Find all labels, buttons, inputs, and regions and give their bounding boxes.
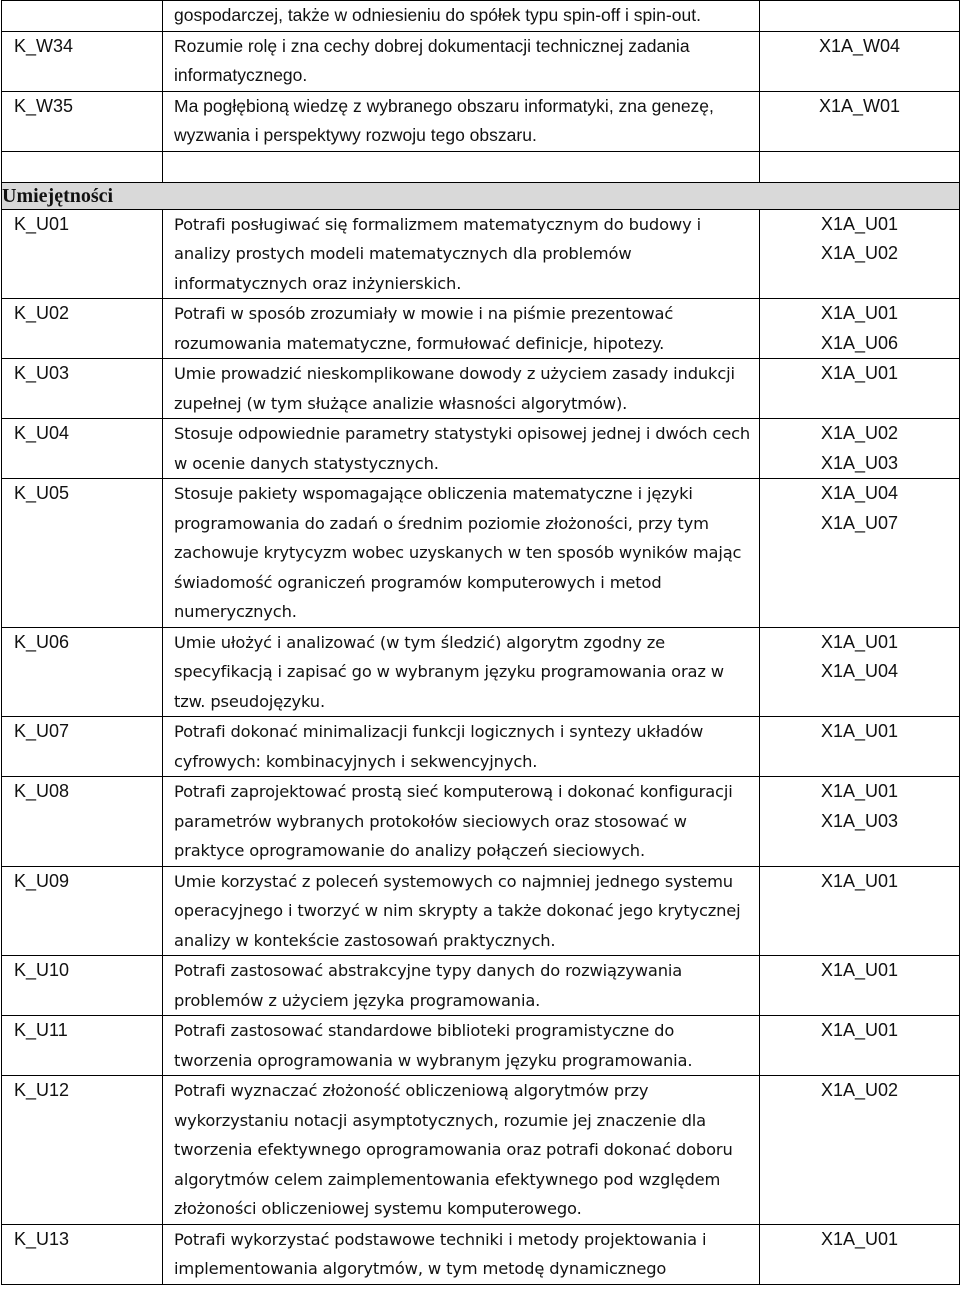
outcome-code: K_U13	[2, 1224, 163, 1284]
outcome-references	[760, 1076, 960, 1225]
outcome-description: Potrafi zaprojektować prostą sieć komputerową i dokonać konfiguracji parametrów wybranych protokołów sieciowych oraz stosować w praktyce oprogramowanie do analizy połączeń sieciowych.	[163, 777, 760, 867]
reference-code: X1A_U03	[820, 810, 899, 831]
outcome-code: K_W34	[2, 31, 163, 91]
outcome-code: K_U11	[2, 1016, 163, 1076]
outcome-description: gospodarczej, także w odniesieniu do spółek typu spin-off i spin-out.	[163, 1, 760, 32]
outcome-references	[760, 866, 960, 956]
outcome-references	[760, 479, 960, 628]
reference-code: X1A_U04	[820, 483, 899, 503]
table-row	[2, 419, 960, 479]
outcome-references	[760, 717, 960, 777]
outcome-code: K_U03	[2, 359, 163, 419]
outcome-references	[760, 1, 960, 32]
section-header-row	[2, 182, 960, 209]
reference-code: X1A_U01	[820, 363, 899, 383]
reference-code: X1A_U02	[820, 423, 899, 443]
outcome-description: Potrafi dokonać minimalizacji funkcji logicznych i syntezy układów cyfrowych: kombinacyjnych i sekwencyjnych.	[163, 717, 760, 777]
outcome-code: K_U01	[2, 209, 163, 299]
outcome-description: Stosuje pakiety wspomagające obliczenia matematyczne i języki programowania do zadań o średnim poziomie złożoności, przy tym zachowuje krytycyzm wobec uzyskanych w ten sposób wyników mając świadomość ograniczeń programów komputerowych i metod numerycznych.	[163, 479, 760, 628]
reference-code: X1A_U02	[820, 1080, 899, 1100]
outcome-code: K_U12	[2, 1076, 163, 1225]
reference-code: X1A_U03	[820, 452, 899, 473]
outcome-references	[760, 419, 960, 479]
section-title: Umiejętności	[2, 182, 960, 209]
outcome-code: K_U04	[2, 419, 163, 479]
table-row	[2, 866, 960, 956]
outcome-references	[760, 91, 960, 151]
reference-code: X1A_U04	[820, 661, 899, 681]
outcome-references	[760, 359, 960, 419]
reference-code: X1A_U01	[820, 870, 899, 891]
outcome-description: Stosuje odpowiednie parametry statystyki opisowej jednej i dwóch cech w ocenie danych statystycznych.	[163, 419, 760, 479]
outcome-description: Ma pogłębioną wiedzę z wybranego obszaru informatyki, zna genezę, wyzwania i perspektywy rozwoju tego obszaru.	[163, 91, 760, 151]
table-row	[2, 1076, 960, 1225]
reference-code: X1A_U01	[820, 781, 899, 801]
outcome-description: Potrafi wyznaczać złożoność obliczeniową algorytmów przy wykorzystaniu notacji asymptotycznych, rozumie jej znaczenie dla tworzenia efektywnego oprogramowania oraz potrafi dokonać doboru algorytmów celem zaimplementowania efektywnego pod względem złożoności obliczeniowej systemu komputerowego.	[163, 1076, 760, 1225]
knowledge-rows	[2, 1, 960, 152]
table-row	[2, 956, 960, 1016]
outcome-code: K_U06	[2, 627, 163, 717]
reference-code: X1A_U02	[820, 243, 899, 263]
spacer-row	[2, 151, 960, 182]
outcome-description: Potrafi zastosować standardowe biblioteki programistyczne do tworzenia oprogramowania w wybranym języku programowania.	[163, 1016, 760, 1076]
table-row	[2, 1016, 960, 1076]
table-row	[2, 777, 960, 867]
outcome-code: K_U05	[2, 479, 163, 628]
reference-code: X1A_U01	[820, 960, 899, 980]
reference-code: X1A_U01	[820, 213, 899, 234]
outcome-code: K_U08	[2, 777, 163, 867]
spacer-rows	[2, 151, 960, 182]
table-row	[2, 359, 960, 419]
outcome-references	[760, 956, 960, 1016]
outcome-references	[760, 209, 960, 299]
reference-code: X1A_U01	[820, 721, 899, 741]
table-row	[2, 1224, 960, 1284]
reference-code: X1A_W04	[818, 35, 901, 56]
outcome-references	[760, 1224, 960, 1284]
outcome-code: K_U02	[2, 299, 163, 359]
table-row	[2, 627, 960, 717]
table-row	[2, 91, 960, 151]
outcome-code: K_U09	[2, 866, 163, 956]
outcome-code	[2, 1, 163, 32]
outcome-description: Potrafi w sposób zrozumiały w mowie i na piśmie prezentować rozumowania matematyczne, formułować definicje, hipotezy.	[163, 299, 760, 359]
table-row	[2, 1, 960, 32]
table-row	[2, 31, 960, 91]
table-row	[2, 717, 960, 777]
skills-rows	[2, 209, 960, 1284]
outcome-description: Umie korzystać z poleceń systemowych co najmniej jednego systemu operacyjnego i tworzyć w nim skrypty a także dokonać jego krytycznej analizy w kontekście zastosowań praktycznych.	[163, 866, 760, 956]
outcome-references	[760, 627, 960, 717]
reference-code: X1A_W01	[818, 95, 901, 116]
outcome-references	[760, 1016, 960, 1076]
learning-outcomes-table	[1, 0, 960, 1285]
outcome-description: Potrafi zastosować abstrakcyjne typy danych do rozwiązywania problemów z użyciem języka programowania.	[163, 956, 760, 1016]
outcome-references	[760, 31, 960, 91]
outcome-references	[760, 299, 960, 359]
table-row	[2, 479, 960, 628]
skills-section	[2, 182, 960, 209]
reference-code: X1A_U07	[820, 512, 899, 533]
reference-code: X1A_U06	[820, 332, 899, 353]
outcome-description: Rozumie rolę i zna cechy dobrej dokumentacji technicznej zadania informatycznego.	[163, 31, 760, 91]
outcome-code: K_U10	[2, 956, 163, 1016]
outcome-description: Umie prowadzić nieskomplikowane dowody z użyciem zasady indukcji zupełnej (w tym służące analizie własności algorytmów).	[163, 359, 760, 419]
outcome-references	[760, 777, 960, 867]
reference-code: X1A_U01	[820, 1020, 899, 1040]
reference-code: X1A_U01	[820, 303, 899, 323]
reference-code: X1A_U01	[820, 1228, 899, 1249]
outcome-description: Potrafi posługiwać się formalizmem matematycznym do budowy i analizy prostych modeli matematycznych dla problemów informatycznych oraz inżynierskich.	[163, 209, 760, 299]
outcome-description: Potrafi wykorzystać podstawowe techniki i metody projektowania i implementowania algorytmów, w tym metodę dynamicznego	[163, 1224, 760, 1284]
outcome-code: K_U07	[2, 717, 163, 777]
table-row	[2, 299, 960, 359]
reference-code: X1A_U01	[820, 631, 899, 652]
table-row	[2, 209, 960, 299]
outcome-description: Umie ułożyć i analizować (w tym śledzić) algorytm zgodny ze specyfikacją i zapisać go w wybranym języku programowania oraz w tzw. pseudojęzyku.	[163, 627, 760, 717]
outcome-code: K_W35	[2, 91, 163, 151]
